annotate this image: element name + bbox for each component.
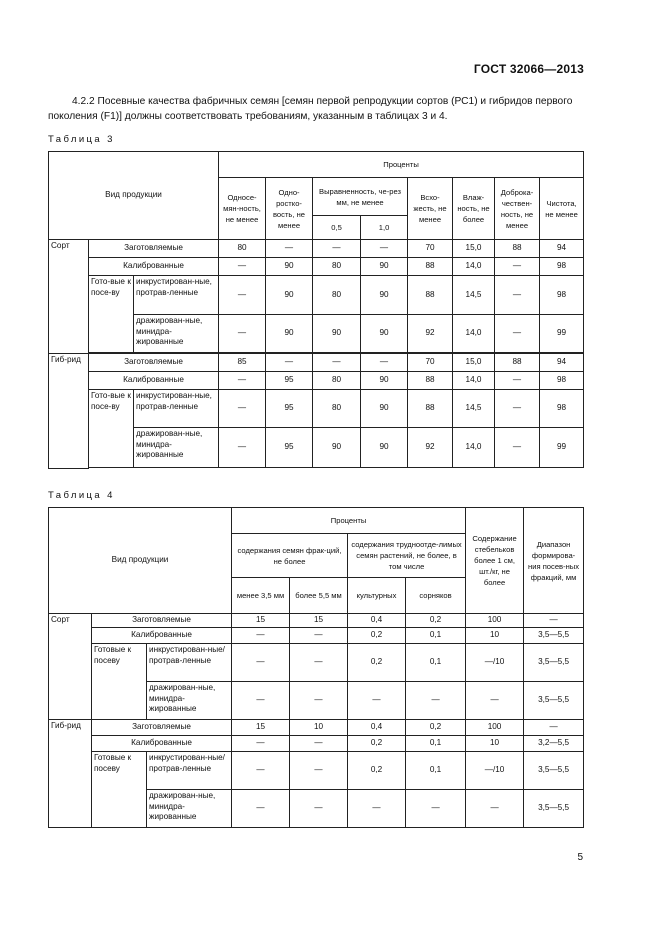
table-cell: 0,2 xyxy=(406,720,466,736)
col-evenness-05: 0,5 xyxy=(313,216,361,240)
table-cell: 90 xyxy=(361,258,408,276)
col-range: Диапазон формирова-ния посев-ных фракций, мм xyxy=(524,508,584,614)
percent-header: Проценты xyxy=(232,508,466,534)
table-cell: — xyxy=(232,736,290,752)
table-cell: — xyxy=(406,790,466,828)
table-cell: 80 xyxy=(313,372,361,390)
row-label: инкрустирован-ные, протрав-ленные xyxy=(134,390,219,428)
table-cell: 15,0 xyxy=(453,240,495,258)
col-hard-seeds: содержания трудноотде-лимых семян растений, не более, в том числе xyxy=(348,534,466,578)
intro-paragraph xyxy=(48,94,588,124)
table-cell: 0,2 xyxy=(348,628,406,644)
row-label: Заготовляемые xyxy=(92,720,232,736)
table-4 xyxy=(48,507,584,828)
table-cell: — xyxy=(495,276,540,315)
table-cell: 94 xyxy=(540,354,584,372)
table-cell: 99 xyxy=(540,428,584,468)
row-label: Калиброванные xyxy=(92,736,232,752)
product-header: Вид продукции xyxy=(49,152,219,240)
table-cell: — xyxy=(361,240,408,258)
table-cell: 99 xyxy=(540,315,584,353)
table-cell: — xyxy=(232,790,290,828)
table-cell: 0,2 xyxy=(348,752,406,790)
table-cell: — xyxy=(361,354,408,372)
col-cultural: культурных xyxy=(348,578,406,614)
group-name: Сорт xyxy=(49,614,92,720)
table-cell: 98 xyxy=(540,390,584,428)
row-label: дражирован-ные, минидра-жированные xyxy=(147,682,232,720)
table-row xyxy=(49,720,584,736)
table-cell: — xyxy=(219,315,266,353)
table-cell: — xyxy=(524,720,584,736)
table-cell: 0,1 xyxy=(406,736,466,752)
row-label: Калиброванные xyxy=(92,628,232,644)
ready-label: Гото-вые к посе-ву xyxy=(89,390,134,468)
table-row xyxy=(49,736,584,752)
table-cell: 10 xyxy=(466,736,524,752)
table-cell: 0,4 xyxy=(348,720,406,736)
table-cell: 92 xyxy=(408,428,453,468)
table-cell: — xyxy=(266,240,313,258)
table-cell: — xyxy=(348,682,406,720)
table-cell: 90 xyxy=(361,276,408,315)
table-row xyxy=(49,240,584,258)
table-cell: 3,5—5,5 xyxy=(524,644,584,682)
table-cell: 15 xyxy=(232,614,290,628)
table-cell: —/10 xyxy=(466,644,524,682)
table-cell: 92 xyxy=(408,315,453,353)
table-cell: — xyxy=(406,682,466,720)
table-cell: —/10 xyxy=(466,752,524,790)
table-cell: 15 xyxy=(290,614,348,628)
row-label: Калиброванные xyxy=(89,372,219,390)
row-label: инкрустирован-ные/протрав-ленные xyxy=(147,752,232,790)
table-cell: — xyxy=(232,644,290,682)
table-cell: — xyxy=(232,752,290,790)
table-cell: 0,2 xyxy=(406,614,466,628)
table-cell: — xyxy=(290,644,348,682)
table-cell: 14,5 xyxy=(453,390,495,428)
group-name: Сорт xyxy=(49,240,89,354)
table-cell: 88 xyxy=(408,390,453,428)
table-cell: — xyxy=(495,315,540,353)
table-cell: 15 xyxy=(232,720,290,736)
table-cell: 88 xyxy=(495,354,540,372)
table-cell: — xyxy=(219,390,266,428)
table-row xyxy=(49,390,584,428)
table-cell: — xyxy=(219,372,266,390)
table-cell: 14,0 xyxy=(453,428,495,468)
table-cell: — xyxy=(313,354,361,372)
table-cell: — xyxy=(524,614,584,628)
table-cell: 90 xyxy=(266,276,313,315)
table-cell: 14,0 xyxy=(453,258,495,276)
table-cell: 0,4 xyxy=(348,614,406,628)
table-cell: 90 xyxy=(361,390,408,428)
standard-header: ГОСТ 32066—2013 xyxy=(473,62,584,76)
table-cell: 14,0 xyxy=(453,372,495,390)
table-cell: 10 xyxy=(290,720,348,736)
col-purity: Чистота, не менее xyxy=(540,178,584,240)
table-cell: — xyxy=(266,354,313,372)
table-cell: 90 xyxy=(313,428,361,468)
table-cell: 0,1 xyxy=(406,752,466,790)
table-row xyxy=(49,372,584,390)
table-cell: 88 xyxy=(495,240,540,258)
table4-caption: Таблица 4 xyxy=(48,490,115,501)
table-cell: — xyxy=(219,258,266,276)
row-label: инкрустирован-ные/протрав-ленные xyxy=(147,644,232,682)
col-more-55: более 5,5 мм xyxy=(290,578,348,614)
table-cell: 15,0 xyxy=(453,354,495,372)
table-cell: 90 xyxy=(361,372,408,390)
table-cell: — xyxy=(219,428,266,468)
table-cell: 85 xyxy=(219,354,266,372)
table-cell: — xyxy=(290,790,348,828)
table-cell: — xyxy=(348,790,406,828)
table-cell: 10 xyxy=(466,628,524,644)
table-cell: 98 xyxy=(540,258,584,276)
row-label: Заготовляемые xyxy=(89,240,219,258)
row-label: Заготовляемые xyxy=(92,614,232,628)
table-cell: — xyxy=(495,258,540,276)
table-cell: 90 xyxy=(361,428,408,468)
col-evenness-10: 1,0 xyxy=(361,216,408,240)
table-row xyxy=(49,644,584,682)
ready-label: Готовые к посеву xyxy=(92,644,147,720)
table-row xyxy=(49,276,584,315)
table-cell: — xyxy=(495,390,540,428)
table-row xyxy=(49,752,584,790)
table-cell: 14,0 xyxy=(453,315,495,353)
row-label: инкрустирован-ные, протрав-ленные xyxy=(134,276,219,315)
table-cell: 90 xyxy=(266,315,313,353)
table-cell: 95 xyxy=(266,372,313,390)
col-stems: Содержание стебельков более 1 см, шт./кг, не более xyxy=(466,508,524,614)
table-cell: — xyxy=(290,682,348,720)
table-cell: 80 xyxy=(313,276,361,315)
table-3 xyxy=(48,151,584,469)
table-cell: 95 xyxy=(266,428,313,468)
table-cell: 88 xyxy=(408,276,453,315)
table-cell: 3,5—5,5 xyxy=(524,682,584,720)
table-cell: 3,5—5,5 xyxy=(524,628,584,644)
table-cell: — xyxy=(313,240,361,258)
table-cell: — xyxy=(290,752,348,790)
table-cell: — xyxy=(495,372,540,390)
col-weeds: сорняков xyxy=(406,578,466,614)
table-cell: 90 xyxy=(361,315,408,353)
table-cell: — xyxy=(290,736,348,752)
col-less-35: менее 3,5 мм xyxy=(232,578,290,614)
table-cell: 80 xyxy=(313,258,361,276)
table-cell: — xyxy=(219,276,266,315)
group-name: Гиб-рид xyxy=(49,720,92,828)
table-cell: 0,1 xyxy=(406,628,466,644)
table-cell: 98 xyxy=(540,276,584,315)
table-cell: 80 xyxy=(219,240,266,258)
product-header: Вид продукции xyxy=(49,508,232,614)
col-quality: Доброка-чествен-ность, не менее xyxy=(495,178,540,240)
table-cell: — xyxy=(466,682,524,720)
table-cell: — xyxy=(466,790,524,828)
table-cell: 95 xyxy=(266,390,313,428)
percent-header: Проценты xyxy=(219,152,584,178)
row-label: Калиброванные xyxy=(89,258,219,276)
table-cell: 88 xyxy=(408,258,453,276)
table-cell: 98 xyxy=(540,372,584,390)
table-cell: — xyxy=(232,682,290,720)
row-label: дражирован-ные, минидра-жированные xyxy=(134,315,219,353)
table-cell: 0,2 xyxy=(348,736,406,752)
table-cell: — xyxy=(495,428,540,468)
page-number: 5 xyxy=(577,852,583,863)
table-cell: 0,2 xyxy=(348,644,406,682)
table-cell: 100 xyxy=(466,720,524,736)
row-label: дражирован-ные, минидра-жированные xyxy=(134,428,219,468)
col-fraction: содержания семян фрак-ций, не более xyxy=(232,534,348,578)
table-cell: 70 xyxy=(408,354,453,372)
table-cell: 14,5 xyxy=(453,276,495,315)
col-germination: Всхо-жесть, не менее xyxy=(408,178,453,240)
table-cell: 3,5—5,5 xyxy=(524,790,584,828)
table-cell: 0,1 xyxy=(406,644,466,682)
table-row xyxy=(49,354,584,372)
ready-label: Гото-вые к посе-ву xyxy=(89,276,134,353)
table-cell: 90 xyxy=(266,258,313,276)
group-name: Гиб-рид xyxy=(49,354,89,469)
table-cell: 70 xyxy=(408,240,453,258)
clause-number: 4.2.2 xyxy=(72,96,95,107)
table-cell: 3,5—5,5 xyxy=(524,752,584,790)
table-row xyxy=(49,614,584,628)
col-one-seed: Односе-мян-ность, не менее xyxy=(219,178,266,240)
table-cell: 90 xyxy=(313,315,361,353)
table3-caption: Таблица 3 xyxy=(48,134,115,145)
row-label: дражирован-ные, минидра-жированные xyxy=(147,790,232,828)
table-cell: 88 xyxy=(408,372,453,390)
col-one-sprout: Одно-ростко-вость, не менее xyxy=(266,178,313,240)
table-cell: 80 xyxy=(313,390,361,428)
table-row xyxy=(49,628,584,644)
table-row xyxy=(49,258,584,276)
table-cell: 94 xyxy=(540,240,584,258)
col-moisture: Влаж-ность, не более xyxy=(453,178,495,240)
row-label: Заготовляемые xyxy=(89,354,219,372)
table-cell: — xyxy=(290,628,348,644)
clause-text: Посевные качества фабричных семян [семян первой репродукции сортов (РС1) и гибридов первого поколения (F1)] должны соответствовать требованиям, указанным в таблицах 3 и 4. xyxy=(48,96,573,122)
ready-label: Готовые к посеву xyxy=(92,752,147,828)
table-cell: 100 xyxy=(466,614,524,628)
table-cell: — xyxy=(232,628,290,644)
col-evenness: Выравненность, че-рез мм, не менее xyxy=(313,178,408,216)
table-cell: 3,2—5,5 xyxy=(524,736,584,752)
